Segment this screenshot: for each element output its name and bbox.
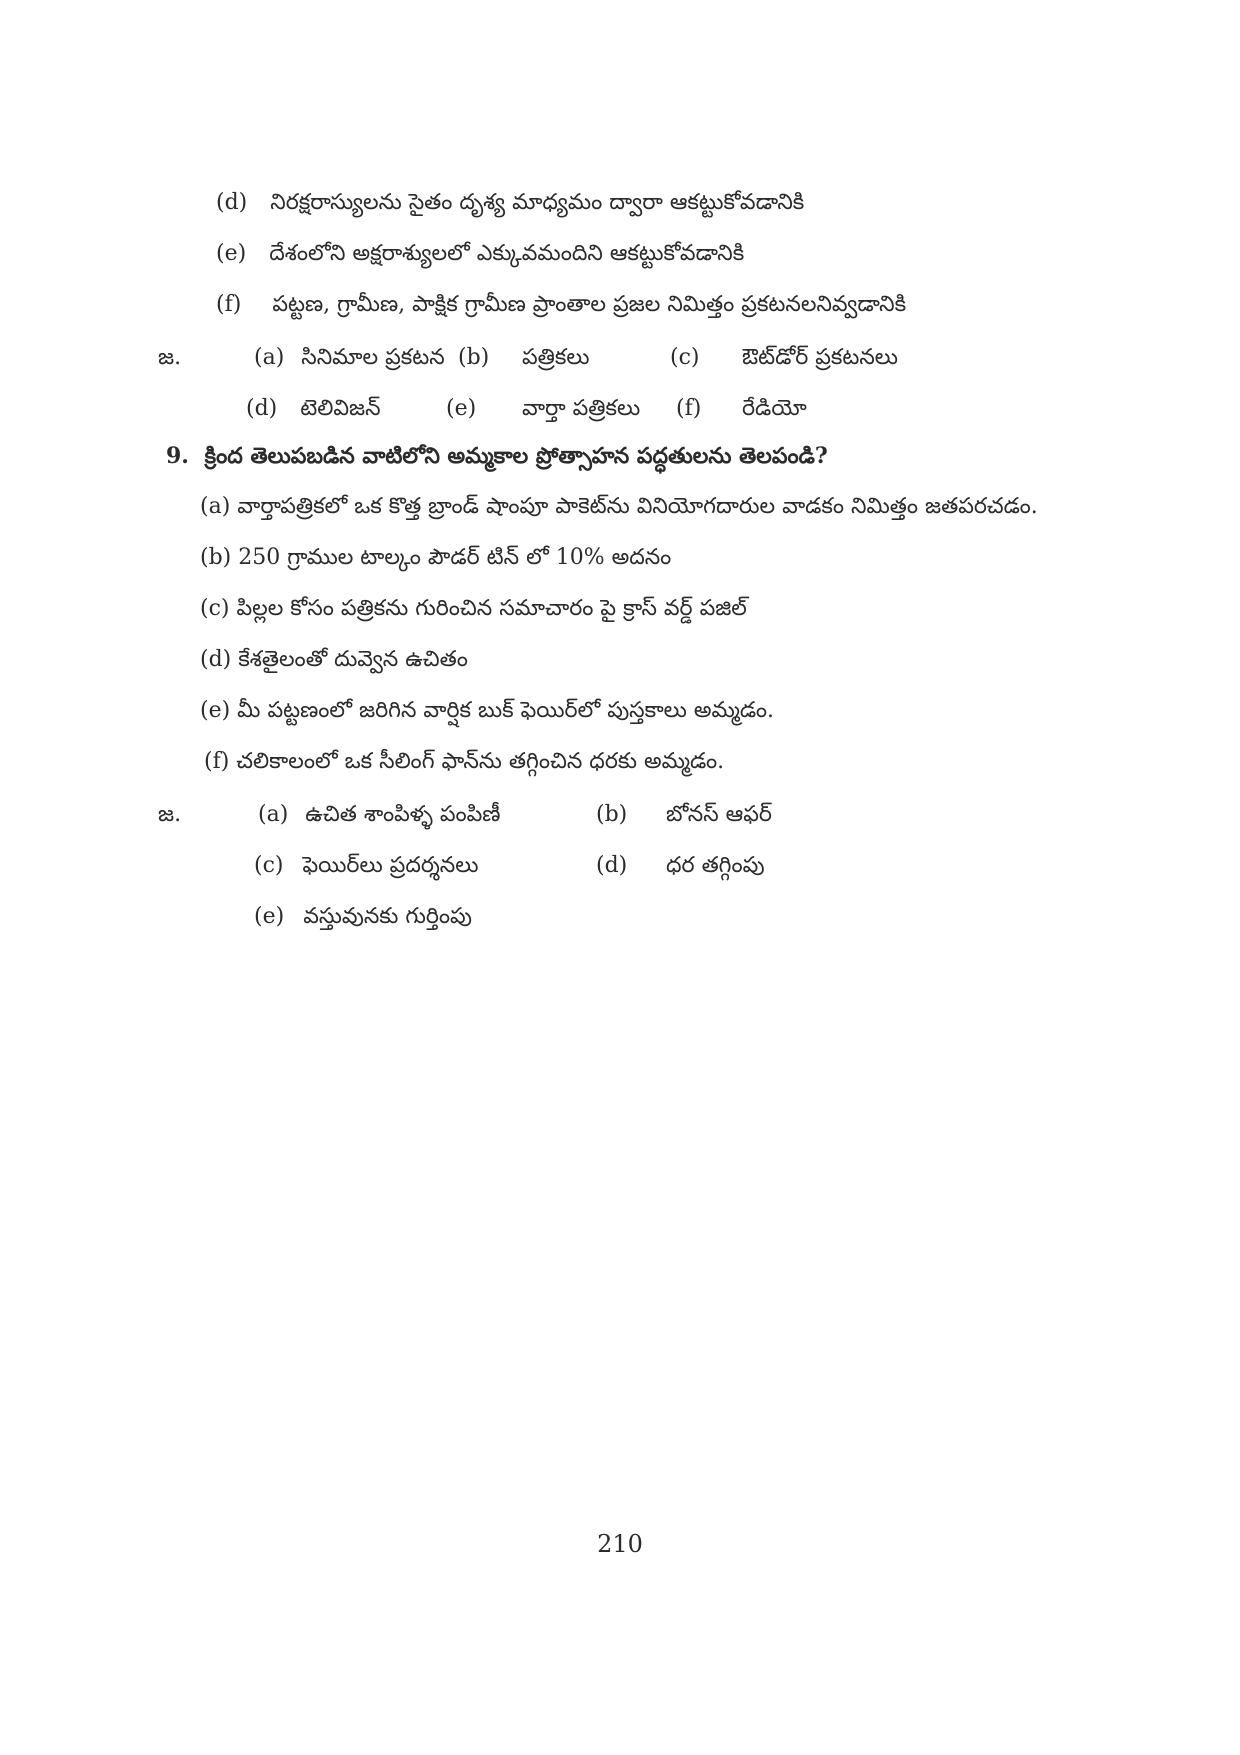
question-text: క్రింద తెలుపబడిన వాటిలోని అమ్మకాల ప్రోత్సాహన పద్ధతులను తెలపండి? xyxy=(204,443,828,469)
answer-marker-9: జ. xyxy=(158,802,182,827)
prev-option-e xyxy=(216,239,744,269)
question-option-f: (f) చలికాలంలో ఒక సీలింగ్ ఫాన్‌ను తగ్గించిన ధరకు అమ్మడం. xyxy=(204,749,725,774)
question-number: 9. xyxy=(166,443,189,469)
prev-answer-a xyxy=(254,343,445,373)
option-text: నిరక్షరాస్యులను సైతం దృశ్య మాధ్యమం ద్వారా ఆకట్టుకోవడానికి xyxy=(270,190,805,215)
prev-option-d xyxy=(216,188,804,218)
option-text: సినిమాల ప్రకటన xyxy=(301,345,445,370)
option-label: (f) xyxy=(216,292,242,317)
answer-d-label: (d) xyxy=(596,853,628,878)
answer-b-text: బోనస్ ఆఫర్ xyxy=(666,802,772,827)
answer-b-label: (b) xyxy=(596,802,628,827)
option-label: (c) xyxy=(254,853,284,878)
option-text: పట్టణ, గ్రామీణ, పాక్షిక గ్రామీణ ప్రాంతాల ప్రజల నిమిత్తం ప్రకటనలనివ్వడానికి xyxy=(272,292,907,317)
page-number: 210 xyxy=(597,1530,643,1558)
answer-e xyxy=(254,902,472,932)
option-text: ఫెయిర్‌లు ప్రదర్శనలు xyxy=(302,853,479,878)
question-option-a: (a) వార్తాపత్రికలో ఒక కొత్త బ్రాండ్ షాంపూ పాకెట్‌ను వినియోగదారుల వాడకం నిమిత్తం జతపరచడం. xyxy=(200,494,1038,519)
prev-option-f xyxy=(216,290,906,320)
option-label: (a) xyxy=(258,802,289,827)
answer-d-text: ధర తగ్గింపు xyxy=(666,853,765,878)
option-text: దేశంలోని అక్షరాశ్యులలో ఎక్కువమందిని ఆకట్టుకోవడానికి xyxy=(269,241,745,266)
question-option-c: (c) పిల్లల కోసం పత్రికను గురించిన సమాచారం పై క్రాస్ వర్డ్ పజిల్ xyxy=(200,596,747,621)
option-label: (a) xyxy=(254,345,285,370)
option-label: (e) xyxy=(216,241,247,266)
question-option-b: (b) 250 గ్రాముల టాల్కం పౌడర్ టిన్ లో 10% అదనం xyxy=(200,545,672,570)
option-label: (e) xyxy=(254,904,285,929)
answer-c xyxy=(254,851,478,881)
prev-answer-f-label: (f) xyxy=(676,396,702,421)
prev-answer-b-text: పత్రికలు xyxy=(522,345,590,370)
prev-answer-e-label: (e) xyxy=(446,396,477,421)
option-text: టెలివిజన్ xyxy=(300,396,381,421)
question-option-e: (e) మీ పట్టణంలో జరిగిన వార్షిక బుక్ ఫెయిర్‌లో పుస్తకాలు అమ్మడం. xyxy=(200,698,775,723)
prev-answer-f-text: రేడియో xyxy=(742,396,807,421)
prev-answer-b-label: (b) xyxy=(458,345,490,370)
prev-answer-c-text: ఔట్‌డోర్ ప్రకటనలు xyxy=(742,345,899,370)
question-9 xyxy=(166,441,828,471)
answer-marker: జ. xyxy=(158,345,182,370)
prev-answer-c-label: (c) xyxy=(670,345,700,370)
option-label: (d) xyxy=(246,396,278,421)
option-label: (d) xyxy=(216,190,248,215)
prev-answer-d xyxy=(246,394,381,424)
prev-answer-e-text: వార్తా పత్రికలు xyxy=(522,396,641,421)
option-text: ఉచిత శాంపిళ్ళ పంపిణీ xyxy=(305,802,501,827)
question-option-d: (d) కేశతైలంతో దువ్వెన ఉచితం xyxy=(200,647,468,672)
answer-a xyxy=(258,800,500,830)
option-text: వస్తువునకు గుర్తింపు xyxy=(303,904,472,929)
